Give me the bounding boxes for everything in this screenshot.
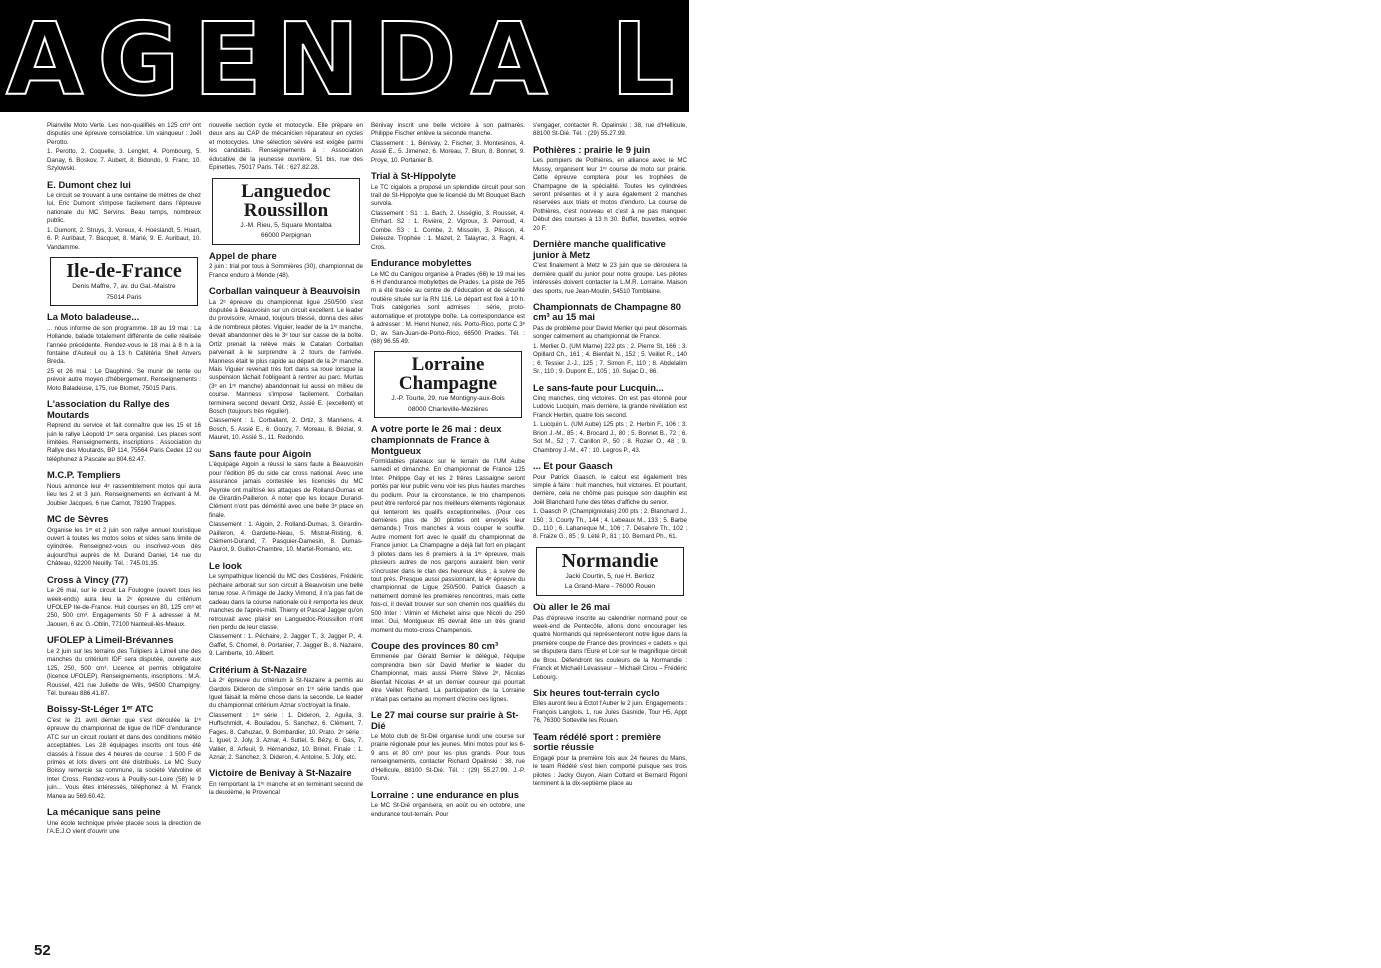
region-box-lorraine-champagne — [374, 351, 522, 418]
paragraph: Cinq manches, cinq victoires. On est pas étonné pour Ludovic Lucquin, mais derrière, la grande révélation est Franck Herbin, quatre fois second. — [533, 395, 687, 419]
paragraph: Pas de problème pour David Merlier qui peut désormais songer calmement au championnat de France. — [533, 324, 687, 341]
article-heading: ... Et pour Gaasch — [533, 460, 613, 471]
paragraph: C'est le 21 avril dernier que s'est déroulée la 1ʳᵉ épreuve du championnat de ligue de l'IDF d'endurance ATC sur un circuit roulant et dans des conditions météo acceptables. Les 28 équipages inscrits ont tous été classés à l'issue des 4 heures de course : 1 500 F de primes et lots divers ont été distribués. Le MC Sucy Boissy remercie sa commune, la société Valvoline et Inter Cross. Rendez-vous à Pouilly-sur-Loire (58) le 9 juin... Vous êtes intéressés, téléphonez à M. Franck Manea au 569.60.42. — [47, 716, 201, 800]
article-heading: M.C.P. Templiers — [47, 469, 121, 481]
article-heading: Lorraine : une endurance en plus — [371, 788, 519, 800]
article-heading: Le 27 mai course sur prairie à St-Dié — [371, 708, 519, 731]
results-paragraph: Classement : S1 : 1. Bach, 2. Usséglio, 3. Rousset, 4. Ehrhart. S2 : 1. Rivière, 2. Vigroux, 3. Perroud, 4. Combe. S3 : 1. Combe, 2. Missolin, 3. Plisson, 4. Deleuze. Trophée : 1. Mazet, 2. Talayrac, 3. Ragni, 4. Cros. — [371, 209, 525, 251]
article-heading: Coupe des provinces 80 cm³ — [371, 639, 499, 651]
article-heading: Endurance mobylettes — [371, 257, 472, 269]
article-heading: Le sans-faute pour Lucquin... — [533, 381, 664, 393]
paragraph: C'est finalement à Metz le 23 juin que se déroulera la dernière qualif du junior pour notre groupe. Les pilotes intéressés doivent contacter la L.M.R. Lorraine. Maison des sports, rue Jean-Moulin, 54510 Tomblaine. — [533, 262, 687, 295]
region-title: Ile-de-France — [66, 260, 182, 283]
column-3 — [371, 122, 525, 820]
paragraph: Organise les 1ᵉʳ et 2 juin son rallye annuel touristique ouvert à toutes les motos solos et sides sans limite de cylindrée. Renseignez-vous ou inscrivez-vous dès aujourd'hui auprès de M. Durand Daniel, 14 rue du Château, 92200 Neuilly. Tél. : 745.01.35. — [47, 526, 201, 568]
region-title: Champagne — [398, 373, 498, 395]
paragraph: Formidables plateaux sur le terrain de l'UM Aube samedi et dimanche. En championnat de France 125 Inter. Philippe Gay et les 2 frères Lassaigne seront portés par leur public venu voir les plus hautes marches du podium. Pour la circonstance, le trio champenois peut être renforcé par nos meilleurs éléments régionaux qui tenteront les qualifs exceptionnelles. (Pour ces dernières plus de 30 pilotes ont envoyés leur demande.) Trois manches à vous couper le souffle. Autre moment fort avec le qualif du championnat de France junior. La Champagne a déjà fait fort en plaçant 3 pilotes dans les 6 premiers à la 1ʳᵉ épreuve, mais plusieurs autres de nos garçons auraient bien venir s'incruster dans le clan des heureux élus ; à suivre de tout près. Presque aussi passionnant, la 4ᵉ épreuve du championnat de Ligue 250/500. Patrick Gaasch a nettement dominé les premières rencontres, mais cette fois-ci, il devait trouver sur son chemin nos qualifiés du 500 Inter : Vilmin et Michelet ainsi que Nicoli du 250 Inter. Oui, Montgueux 85 devrait être un très grand moment du moto-cross Champenois. — [371, 458, 525, 634]
article-heading: Dernière manche qualificative junior à Metz — [533, 238, 666, 260]
region-address: 75014 Paris — [106, 293, 142, 301]
results-paragraph: Classement : 1ʳᵉ série : 1. Dideron, 2. Aguila, 3. Huffschmidt, 4. Bouladou, 5. Sanchez, 6. Clément, 7. Fages, 8. Cahuzac, 9. Bombardier, 10. Prato. 2ᵉ série : 1. Iguel, 2. Joly, 3. Aznar, 4. Suttel, 5. Bézy, 6. Gas, 7. Vallier, 8. Arfeuil, 9. Hérnandez, 10. Brinet. Finale : 1. Aznar, 2. Sanchez, 3. Dideron, 4. Antoine, 5. Joly, etc. — [209, 711, 363, 761]
article-heading: L'association du Rallye des Moutards — [47, 398, 170, 420]
results-paragraph: 1. Lucquin L. (UM Aube) 125 pts ; 2. Herbin F., 106 ; 3. Brion J.-M., 85 ; 4. Brocard J., 80 ; 5. Bonnet B., 72 ; 6. Sot M., 52 ; 7. Carillon P., 50 ; 8. Rozier O., 48 ; 9. Chambroy J.-M., 47 ; 10. Legros P., 43. — [533, 421, 687, 454]
article-heading: Six heures tout-terrain cyclo — [533, 686, 660, 698]
paragraph: Le TC cigalois a proposé un splendide circuit pour son trail de St-Hippolyte que le licencié du Mt Bouquet Bach survola. — [371, 183, 525, 208]
results-paragraph: Classement : 1. Bénivay, 2. Fischer, 3. Montesinos, 4. Assié E., 5. Jimenez, 6. Moreau, 7. Brun, 8. Bonnet, 9. Proye, 10. Portanier B. — [371, 139, 525, 164]
paragraph: Pour Patrick Gaasch, le calcul est également très simple à faire : huit manches, huit victoires. Et pourtant, derrière, cela ne chôme pas puisque son dauphin est Joël Blanchard l'une des têtes d'affiche du senior. — [533, 473, 687, 506]
paragraph: Elles auront lieu à Ectot l'Auber le 2 juin. Engagements : François Langlois, 1, rue Jules Gasnide, Tour H5, Appt 76, 76300 Sotteville les Rouen. — [533, 700, 687, 725]
article-heading: UFOLEP à Limeil-Brévannes — [47, 634, 174, 646]
paragraph: Plainville Moto Verte. Les non-qualifiés en 125 cm³ ont disputés une épreuve consolatrice. Un vainqueur : Joël Perotto. — [47, 122, 201, 146]
column-1 — [47, 122, 201, 837]
results-paragraph: Classement : 1. Corballant, 2. Ortiz, 3. Mannens, 4. Bosch, 5. Assié E., 6. Gouzy, 7. Moreau, 8. Béziat, 9. Mauret, 10. Assié S., 11. Redondo. — [209, 417, 363, 442]
paragraph: s'engager, contacter R. Opalinski : 38, rue d'Hellicule, 88100 St-Dié. Tél. : (29) 55.27.99. — [533, 122, 687, 138]
paragraph: Les pompiers de Pothières, en alliance avec le MC Mussy, organisent leur 1ʳᵉ course de moto sur prairie. Cette épreuve comptera pour les trophées de Champagne de la spécialité. Toutes les cylindrées seront présentes et il y aura également 2 manches réservées aux trials et motos d'enduro. La course de Pothières, c'est nouveau et c'est à ne pas manquer. Début des courses à 13 h 30. Buffet, buvettes, entrée 20 F. — [533, 157, 687, 232]
paragraph: nouvelle section cycle et motocycle. Elle prépare en deux ans au CAP de mécanicien réparateur en cycles et motocycles. Une sélection sévère est exigée parmi les candidats. Renseignements à : Association éducative de la jeunesse ouvrière, 51 bis, rue des Epinettes, 75017 Paris. Tél. : 627.82.28. — [209, 122, 363, 172]
article-heading: Trial à St-Hippolyte — [371, 170, 456, 182]
paragraph: En remportant la 1ʳᵉ manche et en terminant second de la deuxième, le Provencal — [209, 780, 363, 797]
article-heading: A votre porte le 26 mai : deux championnats de France à Montgueux — [371, 423, 502, 456]
paragraph: Emmenée par Gérald Bernier le délégué, l'équipe comprendra bien sûr David Merlier le leader du Championnat, mais aussi Pierre Stève 2ᵉ, Nicolas Bienfait Nicolas 4ᵉ et un dernier coureur qui pourrait être Veillet Richard. La participation de la Lorraine n'était pas certaine au moment d'écrire ces lignes. — [371, 653, 525, 703]
region-title: Roussillon — [243, 199, 329, 221]
region-box-ile-de-france — [50, 257, 198, 306]
article-heading: Championnats de Champagne 80 cm³ au 15 mai — [533, 300, 681, 323]
region-address: La Grand-Mare - 76000 Rouen — [564, 583, 656, 591]
paragraph: Le MC du Canigou organise à Prades (66) le 19 mai les 6 H d'endurance mobylettes de Prades. La piste de 765 m a été tracée au centre de d'éducation et de sécurité routière située sur la RN 116. Le départ est fixé à 10 h. Trois catégories sont admises : série, proto-automatique et prototype boîte. La correspondance est à adresser : M. Henri Nunez, rés. Porto-Rico, porte C 3ᵉ D, av. San-Juan-de-Porto-Rico, 66500 Prades. Tél. : (68) 96.55.49. — [371, 270, 525, 345]
article-heading: La Moto baladeuse... — [47, 311, 140, 323]
paragraph: Engagé pour la première fois aux 24 heures du Mans, le team Rédélé s'est bien comporté puisque ses trois pilotes : Jacky Guyon, Alain Cottard et Bernard Rigoni terminent à la dix-septième place au — [533, 754, 687, 788]
article-heading: Où aller le 26 mai — [533, 601, 611, 613]
paragraph: 1. Dumont, 2. Struys, 3. Voreux, 4. Hoeslandt, 5. Huart, 6. P. Auribaut, 7. Bacquet, 8. Marié, 9. E. Auribaut, 10. Vandamme. — [47, 226, 201, 251]
paragraph: Le Moto club de St-Dié organise lundi une course sur prairie régionale pour les jeunes. Mini motos pour les 6-9 ans et 80 cm³ pour les plus grands. Pour tous renseignements, contacter Richard Opalinski : 38, rue d'Hellicule, 88100 St-Dié. Tél. : (29) 55.27.99. J.-P. Tourvi. — [371, 733, 525, 783]
paragraph: Bénivay inscrit une belle victoire à son palmarès. Philippe Fischer enlève la seconde manche. — [371, 122, 525, 138]
article-heading: Critérium à St-Nazaire — [209, 663, 307, 675]
banner-title: AGENDA LES EGLISE — [6, 1, 1381, 118]
region-address: 08000 Charleville-Mézières — [408, 405, 488, 413]
results-paragraph: 1. Merlier D. (UM Marne) 222 pts ; 2. Pierre St, 166 ; 3. Opillard Ch., 161 ; 4. Bienfait N., 152 ; 5. Veillet R., 140 ; 6. Tessier J.-J., 125 ; 7. Simon F., 110 ; 8. Abdelalim Sr., 110 ; 9. Dupont E., 105 ; 10. Sujac D., 86. — [533, 342, 687, 376]
paragraph: 25 et 26 mai : Le Dauphiné. Se munir de tente ou prévoir autre moyen d'hébergement. Renseignements : Moto Baladeuse, 175, rue Blomet, 75015 Paris. — [47, 367, 201, 392]
region-title: Normandie — [561, 549, 659, 572]
region-title: Lorraine — [411, 354, 485, 376]
region-address: J.-M. Rieu, 5, Square Montalba — [240, 221, 332, 229]
article-heading: La mécanique sans peine — [47, 806, 161, 818]
article-heading: Victoire de Benivay à St-Nazaire — [209, 767, 352, 779]
region-address: 66000 Perpignan — [260, 232, 312, 240]
header-banner — [0, 0, 1381, 118]
paragraph: 1. Perotto, 2. Coquelle, 3. Lenglet, 4. Pombourg, 5. Danay, 6. Boskov, 7. Aubert, 8. Bidondo, 9. Franc, 10. Szylowski. — [47, 148, 201, 173]
region-address: Jacki Courtin, 5, rue H. Berlioz — [565, 572, 655, 580]
paragraph: Reprend du service et fait connaître que les 15 et 16 juin le rallye Léopold 1ᵉʳ sera organisé. Les places sont limitées. Renseignements, inscriptions : Association du Rallye des Moutards, BP 114, 75564 Paris Cedex 12 ou téléphonez à Pascale au 804.62.47. — [47, 422, 201, 463]
article-heading: Team rédélé sport : première sortie réussie — [533, 730, 661, 753]
results-paragraph: 1. Gaasch P. (Champigniolais) 200 pts ; 2. Blanchard J., 150 ; 3. Courty Th., 144 ; 4. Lebeaux M., 133 ; 5. Barbe D., 110 ; 6. Lahaneque M., 106 ; 7. Désaivre Th., 102 ; 8. Fraize G., 85 ; 9. Lété P., 81 ; 10. Bernard Ph., 61. — [533, 508, 687, 541]
region-address: Denis Maffre, 7, av. du Gal.-Maistre — [72, 283, 176, 291]
article-heading: Appel de phare — [209, 249, 277, 261]
paragraph: Le sympathique licencié du MC des Costières, Frédéric péchaire arborait sur son circuit à Beauvoisin une belle tenue rose. A l'image de Jacky Vimond, il n'a pas fait de cadeau dans la course nationale où il remporta les deux manches de l'après-midi. Thierry et Pascal Jagger qu'on retrouvait avec plaisir en Languedoc-Roussillon n'ont rien perdu de leur classe. — [209, 573, 363, 631]
paragraph: Pas d'épreuve inscrite au calendrier normand pour ce week-end de Pentecôte, allons donc encourager les quatre Normands qui représenteront notre ligue dans la première coupe de France des provinces « cadets » qui se disputera dans l'Eure et Loir sur le magnifique circuit de Brou. Défendront les couleurs de la Normandie : Franck et Michaël Levasseur – Michaël Cirou – Frédéric Lebourg. — [533, 614, 687, 681]
results-paragraph: Classement : 1. Péchaire, 2. Jagger T., 3. Jagger P., 4. Gaffet, 5. Chomel, 6. Portanier, 7. Jagger B., 8. Nazaire, 9. Lamberte, 10. Alibert. — [209, 633, 363, 658]
paragraph: 2 juin : trial por tous à Sommières (30), championnat de France enduro à Mende (48). — [209, 263, 363, 279]
page-number: 52 — [34, 942, 51, 959]
paragraph: Le MC St-Dié organisera, en août ou en octobre, une endurance tout-terrain. Pour — [371, 802, 525, 818]
article-heading: Sans faute pour Aigoin — [209, 447, 312, 459]
article-heading: Boissy-St-Léger 1ᵉʳ ATC — [47, 703, 154, 715]
results-paragraph: Classement : 1. Aigoin, 2. Rolland-Dumas, 3. Girardin-Pailleron, 4. Gardette-Neau, 5. Mistral-Risting, 6. Clément-Durand, 7. Pasquier-Damesin, 8. Dumas-Paurot, 9. Guillot-Chambre, 10. Martel-Romano, etc. — [209, 521, 363, 554]
paragraph: Nous annonce leur 4ᵉ rassemblement motos qui aura lieu les 2 et 3 juin. Renseignements en écrivant à M. Joubier Jacques, 6 rue Carnot, 78190 Trappes. — [47, 482, 201, 507]
article-heading: Corballan vainqueur à Beauvoisin — [209, 285, 361, 297]
column-4 — [533, 122, 687, 789]
region-box-languedoc-roussillon — [212, 178, 360, 245]
region-title: Languedoc — [241, 180, 331, 202]
region-box-normandie — [536, 547, 684, 596]
paragraph: Le 2 juin sur les terrains des Tulipiers à Limeil une des manches du critérium IDF sera disputée, ouverte aux 125, 250, 500 cm³. Licence et permis obligatoire (licence UFOLEP). Renseignements, inscriptions : M.A. Roussel, 421 rue Juliette de Wils, 94500 Champigny. Tél. bureau 886.41.87. — [47, 647, 201, 697]
paragraph: La 2ᵉ épreuve du critérium à St-Nazaire a permis au Gardois Dideron de s'imposer en 1ʳᵉ série tandis que Iguel faisait la même chose dans la seconde. Le leader du championnat critérium Aznar s'octroyait la finale. — [209, 677, 363, 710]
paragraph: L'équipage Aigoin a réussi le sans faute à Beauvoisin pour l'édition 85 du side car cross national. Avec une assurance jamais contestée les licenciés du MC Peyrole ont maîtrisé les attaques de Rolland-Dumas et de Girardin-Pailleron. A noter que les locaux Durand-Clément n'ont pas démérité avec une belle 3ᵉ place en finale. — [209, 461, 363, 519]
paragraph: La 2ᵉ épreuve du championnat ligue 250/500 s'est disputée à Beauvoisin sur un circuit excellent. Le leader du provisoire, Arnaud, toujours blessé, donna des ailes à de nombreux pilotes. Viguier, leader de la 1ʳᵉ manche, devait abandonner dès le 3ᵉ tour sur casse de la boîte. Ortiz prenait la relève mais le Catalan Corballan parvenait à le surprendre à 2 tours de l'arrivée. Manness était le plus rapide au départ de la 2ᵉ manche. Mais Viguier revenait très fort dans sa roue lorsque la suspension lâchait l'obligeant à rentrer au parc. Murtas (3ᵉ en 1ʳᵉ manche) abandonnait lui aussi en milieu de course. Manness s'impose facilement. Corballan terminera second devant Ortiz, Assié E. (excellent) et Bosch (toujours très régulier). — [209, 298, 363, 416]
article-heading: Le look — [209, 559, 242, 571]
article-heading: Pothières : prairie le 9 juin — [533, 143, 651, 155]
paragraph: Le circuit se trouvant à une centaine de mètres de chez lui, Eric Dumont s'impose facilement dans l'épreuve nationale du MC Servins. Beau temps, nombreux public. — [47, 192, 201, 225]
paragraph: ... nous informe de son programme. 18 au 19 mai : La Hollande, balade totalement différente de celle réalisée l'année précédente. Rendez-vous le 18 mai à 8 h à la fontaine d'Auteuil ou à 13 h Cafétéria Shell Anvers Breda. — [47, 324, 201, 366]
paragraph: Le 26 mai, sur le circuit La Foulogne (ouvert tous les week-ends) aura lieu la 2ᵉ épreuve du critérium UFOLEP Ile-de-France. Huit courses en 80, 125 cm³ et 250, 500 cm³. Engagements 50 F à adresser à M. Jaouen, 6 av. G.-Oblin, 77100 Nanteuil-lès-Meaux. — [47, 587, 201, 628]
column-2 — [209, 122, 363, 799]
article-heading: Cross à Vincy (77) — [47, 573, 129, 585]
paragraph: Une école technique privée placée sous la direction de l'A.E.J.O vient d'ouvrir une — [47, 819, 201, 836]
article-heading: E. Dumont chez lui — [47, 178, 131, 190]
region-address: J.-P. Tourte, 29, rue Montigny-aux-Bois — [391, 395, 505, 403]
article-heading: MC de Sèvres — [47, 513, 109, 525]
